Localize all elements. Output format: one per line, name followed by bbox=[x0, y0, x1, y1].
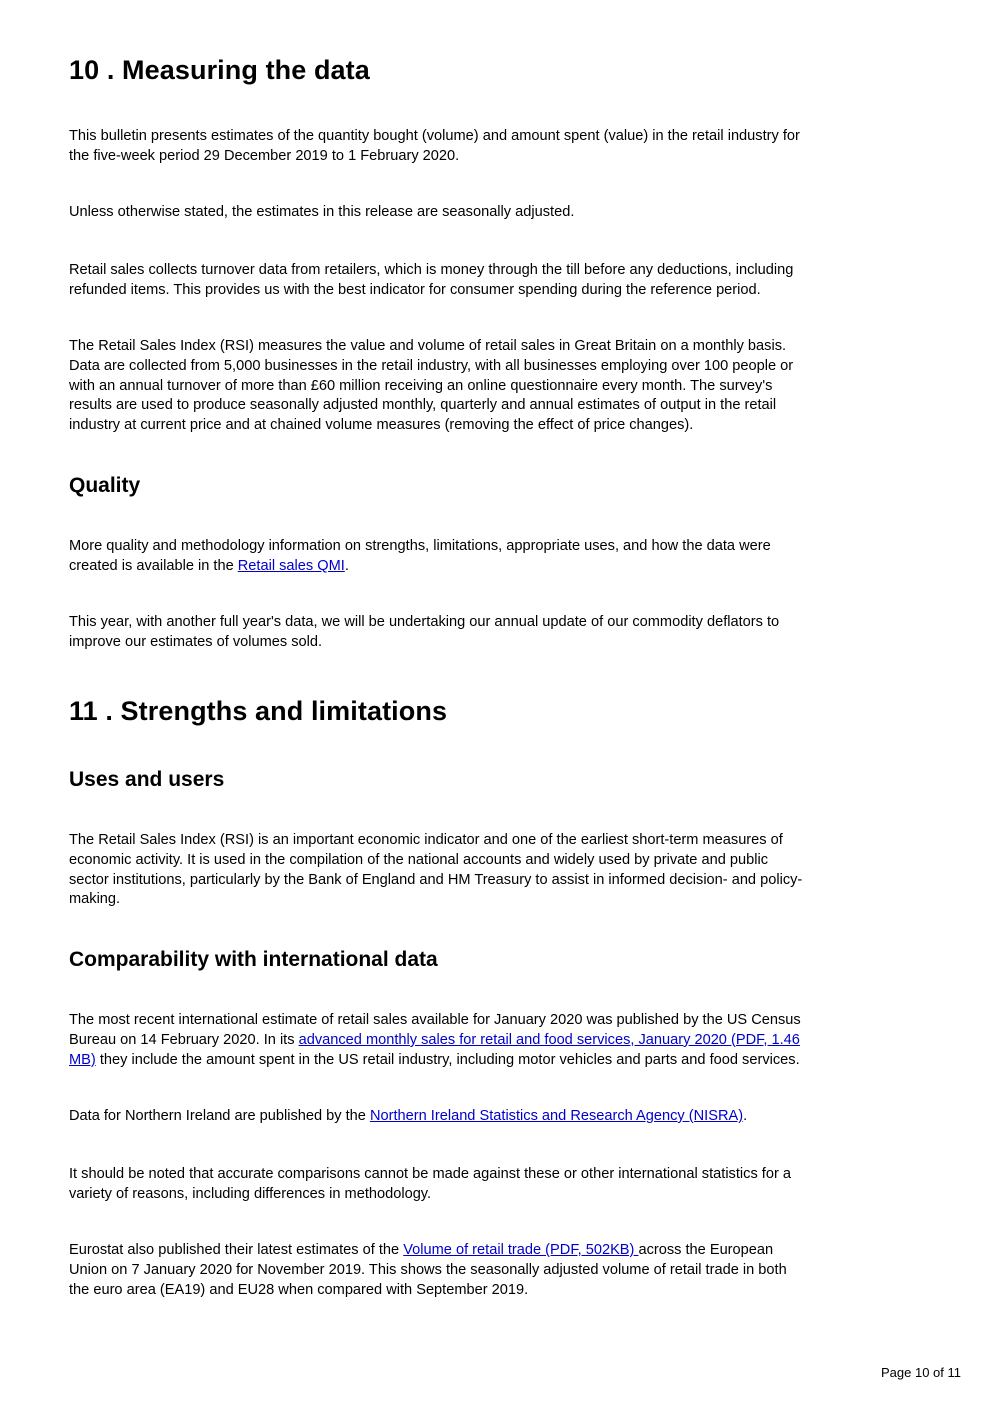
section-heading-strengths: 11 . Strengths and limitations bbox=[69, 696, 448, 726]
paragraph-quality-1: More quality and methodology information on strengths, limitations, appropriate uses, and how the data were created is available in the Retail sales QMI. bbox=[69, 538, 771, 574]
subheading-quality: Quality bbox=[69, 474, 141, 497]
paragraph-comparability-3: It should be noted that accurate comparisons cannot be made against these or other international statistics for a variety of reasons, including differences in methodology. bbox=[69, 1166, 792, 1202]
subheading-comparability: Comparability with international data bbox=[69, 948, 438, 971]
paragraph-comparability-2: Data for Northern Ireland are published by the Northern Ireland Statistics and Research Agency (NISRA). bbox=[69, 1108, 748, 1124]
section-heading-measuring: 10 . Measuring the data bbox=[69, 55, 370, 85]
paragraph-measuring-1: This bulletin presents estimates of the quantity bought (volume) and amount spent (value) in the retail industry for the five-week period 29 December 2019 to 1 February 2020. bbox=[69, 128, 800, 164]
link-us-census-advanced-sales[interactable]: advanced monthly sales for retail and food services, January 2020 (PDF, 1.46 bbox=[298, 1031, 800, 1048]
paragraph-quality-2: This year, with another full year's data, we will be undertaking our annual update of our commodity deflators to improve our estimates of volumes sold. bbox=[69, 614, 780, 650]
paragraph-comparability-1: The most recent international estimate of retail sales available for January 2020 was published by the US Census Bureau on 14 February 2020. In its advanced monthly sales for retail and food services, January 2020 (PDF, 1.46 MB) they include the amount spent in the US retail industry, including motor vehicles and parts and food services. bbox=[69, 1012, 801, 1068]
paragraph-comparability-4: Eurostat also published their latest estimates of the Volume of retail trade (PDF, 502KB) across the European Union on 7 January 2020 for November 2019. This shows the seasonally adjusted volume of retail trade in both the euro area (EA19) and EU28 when compared with September 2019. bbox=[69, 1242, 787, 1298]
subheading-uses-and-users: Uses and users bbox=[69, 768, 225, 791]
paragraph-measuring-4: The Retail Sales Index (RSI) measures the value and volume of retail sales in Great Britain on a monthly basis. Data are collected from 5,000 businesses in the retail industry, with all businesses employing over 100 people or with an annual turnover of more than £60 million receiving an online questionnaire every month. The survey's results are used to produce seasonally adjusted monthly, quarterly and annual estimates of output in the retail industry at current price and at chained volume measures (removing the effect of price changes). bbox=[69, 338, 794, 434]
link-retail-sales-qmi[interactable]: Retail sales QMI bbox=[237, 557, 345, 574]
paragraph-measuring-3: Retail sales collects turnover data from retailers, which is money through the till before any deductions, including refunded items. This provides us with the best indicator for consumer spending during the reference period. bbox=[69, 262, 794, 298]
paragraph-uses-1: The Retail Sales Index (RSI) is an important economic indicator and one of the earliest short-term measures of economic activity. It is used in the compilation of the national accounts and widely used by private and public sector institutions, particularly by the Bank of England and HM Treasury to assist in informed decision- and policy- making. bbox=[69, 832, 803, 908]
link-us-census-advanced-sales-cont[interactable]: MB) bbox=[69, 1051, 96, 1068]
paragraph-measuring-2: Unless otherwise stated, the estimates in this release are seasonally adjusted. bbox=[69, 204, 575, 220]
link-nisra[interactable]: Northern Ireland Statistics and Research Agency (NISRA) bbox=[369, 1108, 744, 1124]
page-number: Page 10 of 11 bbox=[881, 1365, 961, 1380]
link-eurostat-volume-retail-trade[interactable]: Volume of retail trade (PDF, 502KB) bbox=[403, 1242, 639, 1258]
